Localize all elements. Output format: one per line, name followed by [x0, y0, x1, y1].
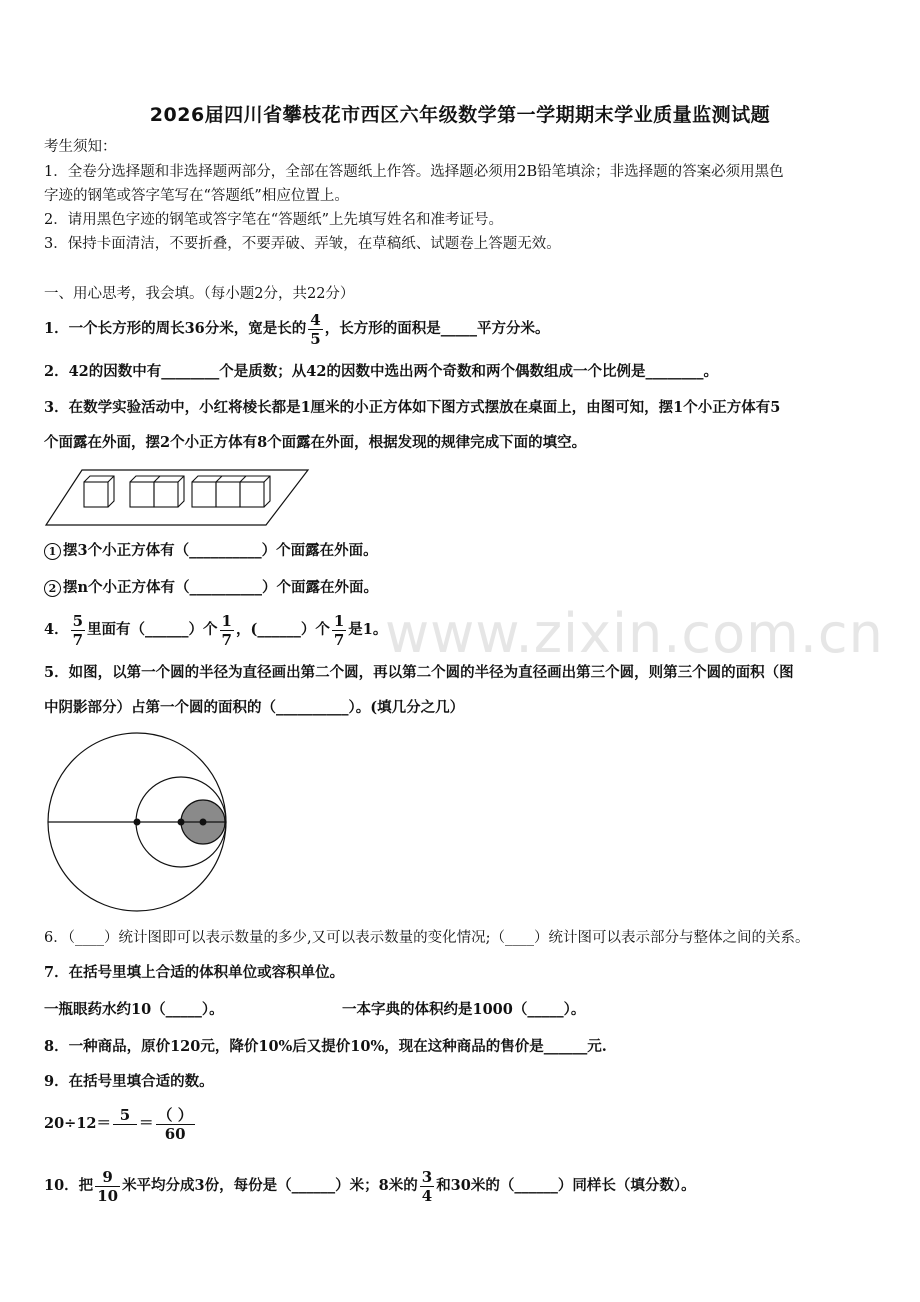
notice-item: 字迹的钢笔或答字笔写在“答题纸”相应位置上。	[44, 188, 349, 204]
q10-fraction-2: $\frac{3}{4}$	[421, 1167, 433, 1205]
question-5-line2: 中阴影部分）占第一个圆的面积的（__________）。(填几分之几）	[44, 699, 465, 716]
q1-text-pre: 1．一个长方形的周长36分米，宽是长的	[44, 320, 307, 337]
nested-circles-figure	[44, 732, 230, 918]
q9-fraction-2: $\frac{( )}{60}$	[157, 1105, 193, 1143]
question-3-sub2: 2 摆n个小正方体有（__________）个面露在外面。	[44, 578, 378, 598]
circled-number: 2	[44, 580, 61, 597]
q4-fraction-2: $\frac{1}{7}$	[221, 611, 232, 649]
q1-fraction: $\frac{4}{5}$	[310, 310, 321, 348]
page-title: 2026届四川省攀枝花市西区六年级数学第一学期期末学业质量监测试题	[149, 104, 771, 126]
cubes-on-table-figure	[44, 468, 310, 528]
question-7-b: 一本字典的体积约是1000（_____）。	[342, 1001, 586, 1018]
question-5-line1: 5．如图，以第一个圆的半径为直径画出第二个圆，再以第二个圆的半径为直径画出第三个圆，则第三个圆的面积（图	[44, 664, 794, 681]
notice-heading: 考生须知：	[44, 139, 117, 155]
question-2: 2．42的因数中有________个是质数；从42的因数中选出两个奇数和两个偶数组成一个比例是________。	[44, 363, 718, 380]
question-7-line1: 7．在括号里填上合适的体积单位或容积单位。	[44, 964, 345, 981]
question-7-a: 一瓶眼药水约10（_____）。	[44, 1001, 224, 1018]
question-6: 6．（____）统计图即可以表示数量的多少,又可以表示数量的变化情况;（____）统计图可以表示部分与整体之间的关系。	[44, 930, 810, 946]
section-heading: 一、用心思考，我会填。（每小题2分，共22分）	[44, 286, 355, 302]
question-3-line2: 个面露在外面，摆2个小正方体有8个面露在外面，根据发现的规律完成下面的填空。	[44, 434, 587, 451]
notice-item: 2．请用黑色字迹的钢笔或答字笔在“答题纸”上先填写姓名和准考证号。	[44, 212, 504, 228]
notice-item: 3．保持卡面清洁，不要折叠，不要弄破、弄皱，在草稿纸、试题卷上答题无效。	[44, 236, 561, 252]
question-9-line1: 9．在括号里填合适的数。	[44, 1073, 214, 1090]
question-8: 8．一种商品，原价120元，降价10%后又提价10%，现在这种商品的售价是______元.	[44, 1038, 607, 1055]
question-4: 4． $\frac{5}{7}$ 里面有（______）个 $\frac{1}{7}$ ，(______）个 $\frac{1}{7}$ 是1。	[44, 611, 388, 649]
q10-fraction-1: $\frac{9}{10}$	[97, 1167, 119, 1205]
question-1	[44, 307, 549, 351]
question-10: 10．把 $\frac{9}{10}$ 米平均分成3份，每份是（______）米；8米的 $\frac{3}{4}$ 和30米的（______）同样长（填分数）。	[44, 1167, 696, 1205]
q9-fraction-1: 5	[113, 1106, 137, 1143]
notice-item: 1．全卷分选择题和非选择题两部分，全部在答题纸上作答。选择题必须用2B铅笔填涂；非选择题的答案必须用黑色	[44, 164, 784, 180]
q1-text-post: ，长方形的面积是_____平方分米。	[324, 320, 550, 337]
question-9-equation: 20÷12＝ 5 ＝ $\frac{( )}{60}$	[44, 1105, 193, 1143]
watermark: www.zixin.com.cn	[385, 602, 884, 665]
question-3-sub1: 1 摆3个小正方体有（__________）个面露在外面。	[44, 541, 378, 561]
question-3-line1: 3．在数学实验活动中，小红将棱长都是1厘米的小正方体如下图方式摆放在桌面上，由图可知，摆1个小正方体有5	[44, 399, 781, 416]
q4-fraction-3: $\frac{1}{7}$	[333, 611, 345, 649]
circled-number: 1	[44, 543, 61, 560]
q4-fraction-1: $\frac{5}{7}$	[72, 611, 84, 649]
